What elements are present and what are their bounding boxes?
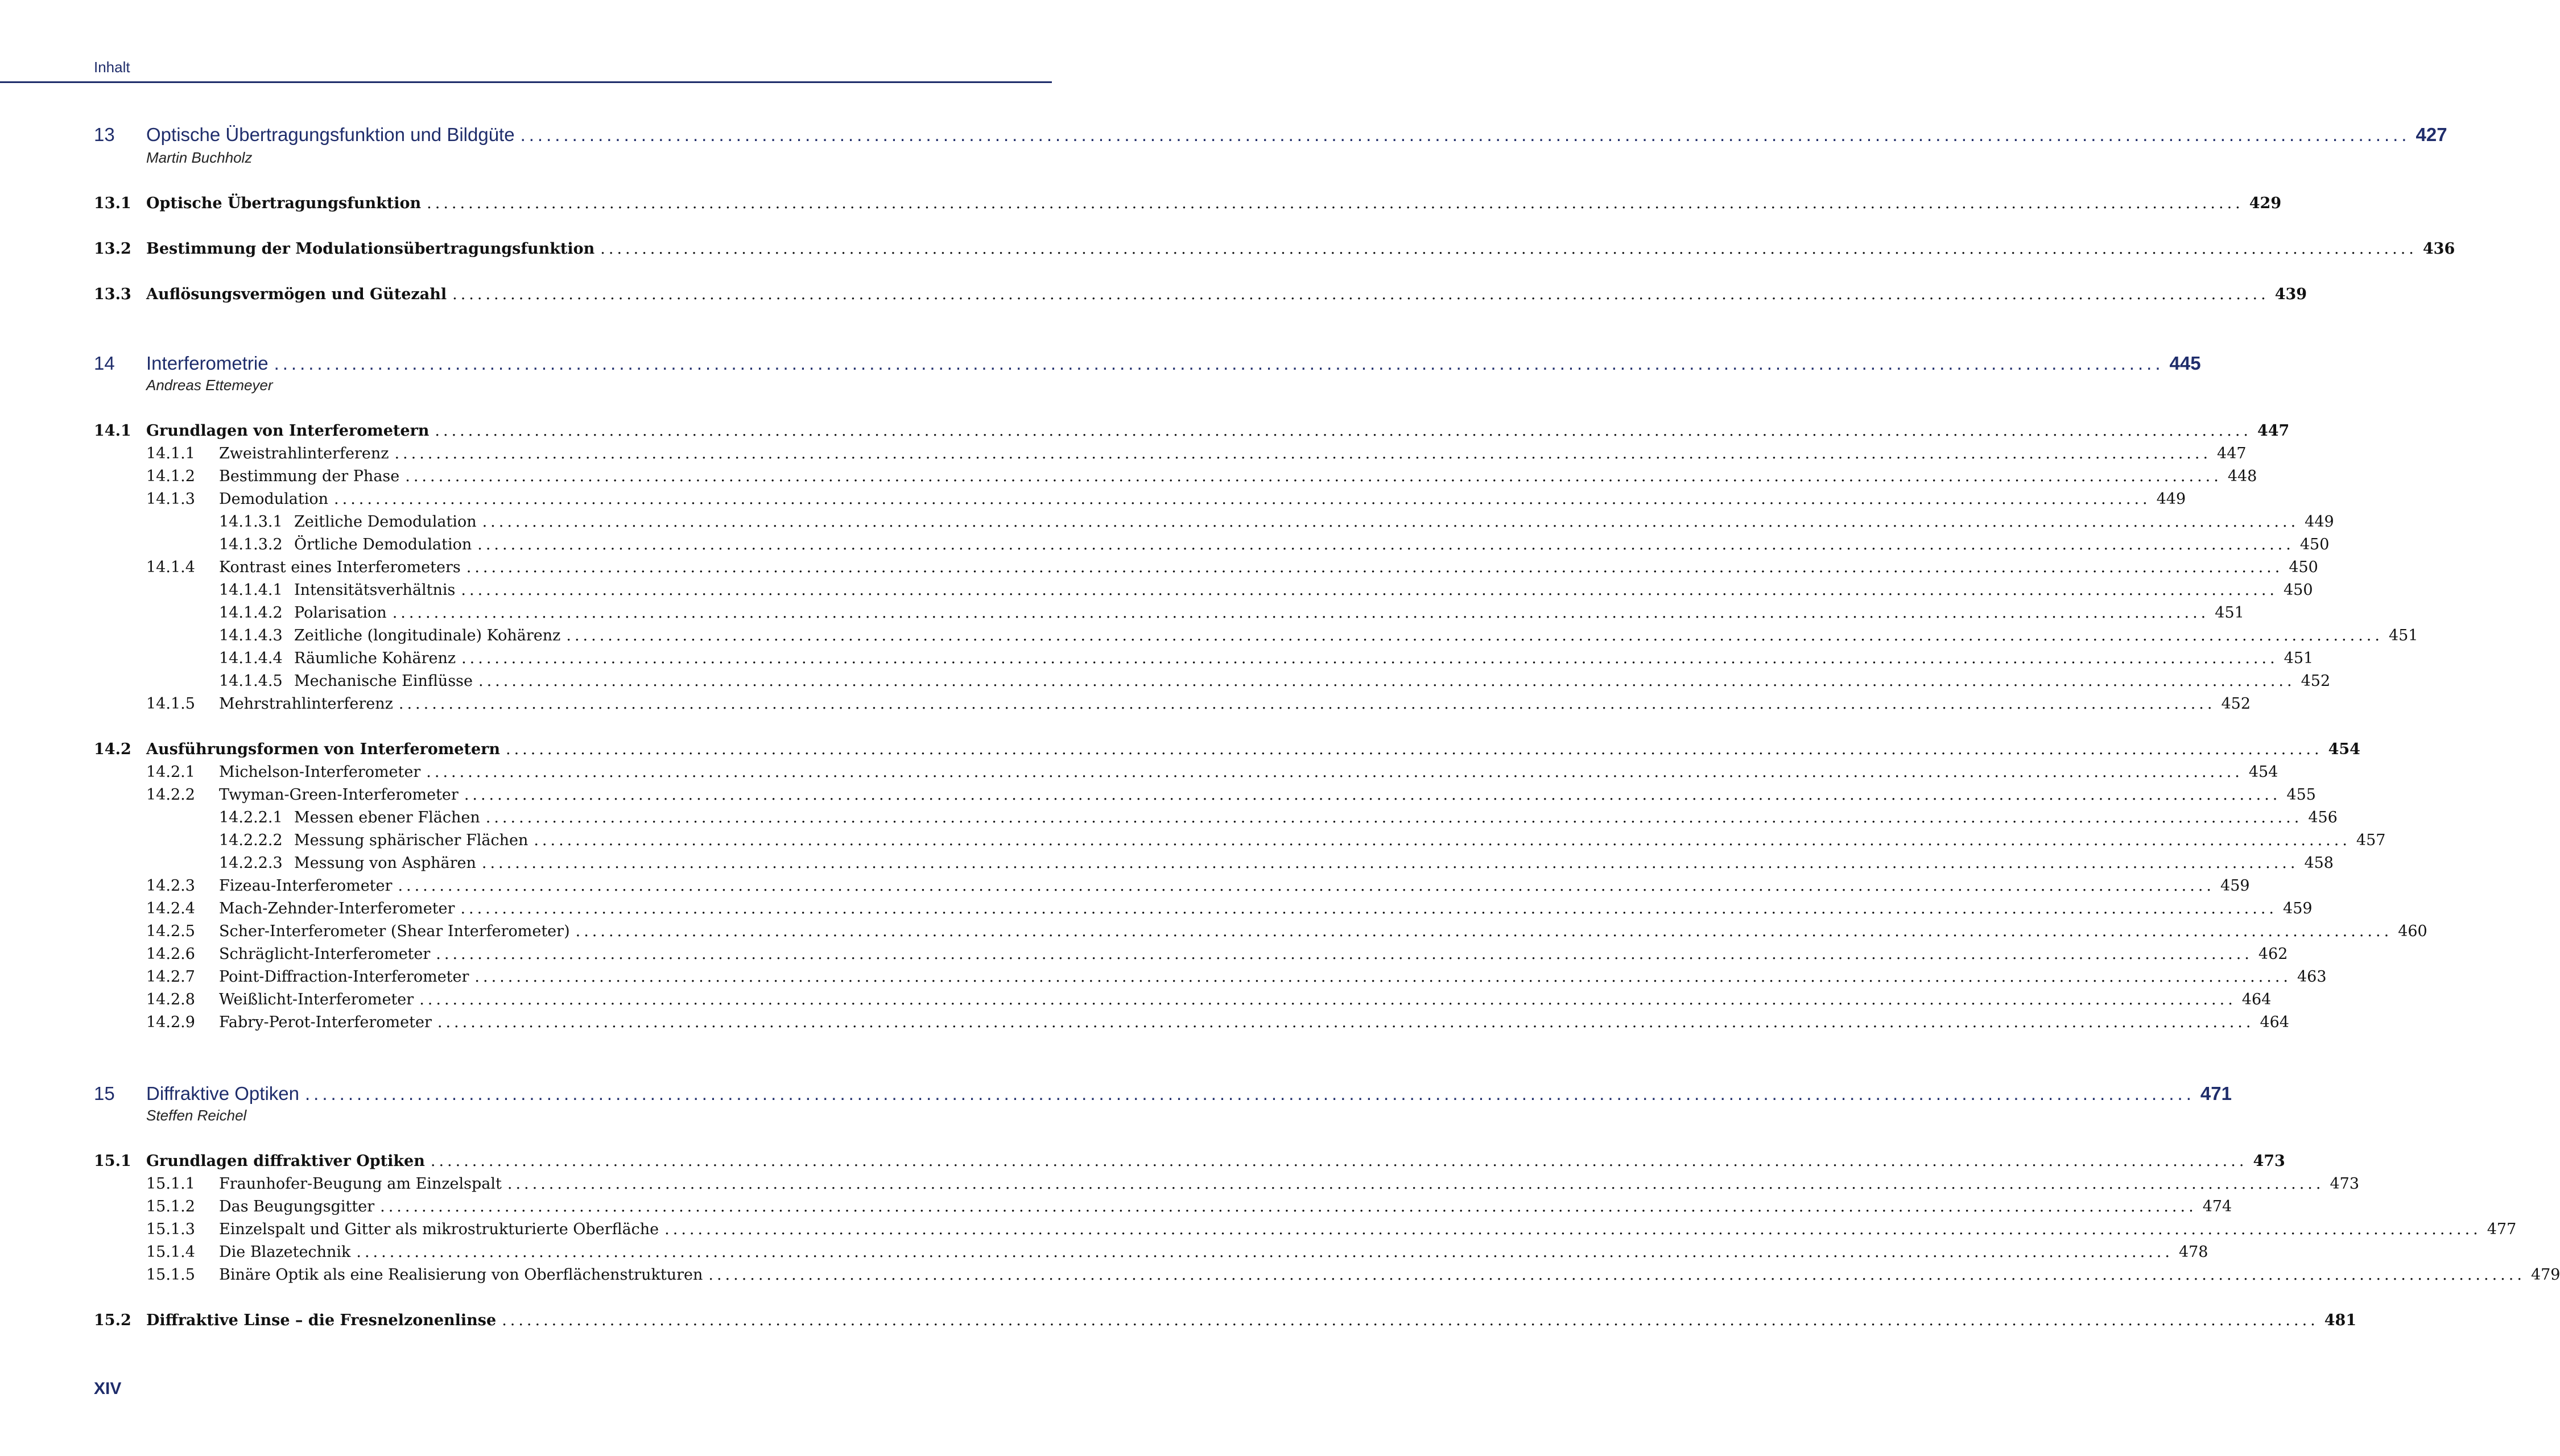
toc-entry[interactable] <box>94 1312 2357 1329</box>
entry-page-number: 447 <box>2257 422 2290 440</box>
entry-title: Messen ebener Flächen <box>294 809 480 826</box>
entry-number: 14 <box>94 353 115 374</box>
entry-page-number: 462 <box>2258 945 2288 963</box>
entry-title: Zeitliche Demodulation <box>294 513 477 531</box>
dot-leader: ........................................................................................................................................................................................................................... <box>506 741 2323 758</box>
page-number: XIV <box>94 1379 122 1398</box>
entry-number: 15.1 <box>94 1152 131 1170</box>
toc-entry[interactable] <box>94 923 2427 940</box>
entry-number: 14.2.3 <box>146 877 195 895</box>
entry-number: 14.1.5 <box>146 695 195 713</box>
entry-title: Mach-Zehnder-Interferometer <box>219 900 455 917</box>
dot-leader: ........................................................................................................................................................................................................................... <box>334 490 2151 508</box>
entry-page-number: 481 <box>2324 1312 2357 1329</box>
toc-entry[interactable] <box>94 240 2455 258</box>
entry-title: Diffraktive Linse – die Fresnelzonenlinse <box>146 1312 497 1329</box>
entry-page-number: 458 <box>2304 854 2334 872</box>
entry-title: Räumliche Kohärenz <box>294 650 456 667</box>
entry-title: Fraunhofer-Beugung am Einzelspalt <box>219 1175 502 1193</box>
entry-number: 14.2.4 <box>146 900 195 917</box>
dot-leader: ........................................................................................................................................................................................................................... <box>419 991 2236 1008</box>
entry-page-number: 450 <box>2289 559 2318 576</box>
entry-title: Interferometrie <box>146 353 269 374</box>
dot-leader: ........................................................................................................................................................................................................................... <box>478 672 2295 690</box>
entry-title: Fizeau-Interferometer <box>219 877 393 895</box>
entry-title: Bestimmung der Modulationsübertragungsfunktion <box>146 240 595 258</box>
toc-entry[interactable] <box>94 672 2331 690</box>
chapter-author: Steffen Reichel <box>146 1107 247 1124</box>
entry-title: Die Blazetechnik <box>219 1243 351 1261</box>
entry-title: Intensitätsverhältnis <box>294 581 456 599</box>
entry-page-number: 454 <box>2248 763 2278 781</box>
entry-page-number: 439 <box>2274 286 2307 303</box>
entry-title: Binäre Optik als eine Realisierung von Oberflächenstrukturen <box>219 1266 703 1284</box>
entry-page-number: 478 <box>2178 1243 2208 1261</box>
entry-number: 14.1.4.3 <box>219 627 283 644</box>
entry-title: Messung von Asphären <box>294 854 476 872</box>
entry-number: 14.2.2.3 <box>219 854 283 872</box>
chapter-author: Andreas Ettemeyer <box>146 377 273 394</box>
entry-page-number: 459 <box>2220 877 2250 895</box>
entry-title: Messung sphärischer Flächen <box>294 832 528 849</box>
entry-title: Scher-Interferometer (Shear Interferometer) <box>219 923 570 940</box>
running-header: Inhalt <box>94 59 130 76</box>
dot-leader: ........................................................................................................................................................................................................................... <box>566 627 2383 644</box>
entry-title: Diffraktive Optiken <box>146 1083 299 1104</box>
entry-page-number: 451 <box>2215 604 2244 622</box>
dot-leader: ........................................................................................................................................................................................................................... <box>435 422 2252 440</box>
entry-page-number: 464 <box>2241 991 2272 1008</box>
dot-leader: ........................................................................................................................................................................................................................... <box>274 353 2164 374</box>
dot-leader: ........................................................................................................................................................................................................................... <box>305 1083 2195 1104</box>
entry-number: 15.1.1 <box>146 1175 195 1193</box>
entry-page-number: 477 <box>2487 1221 2517 1238</box>
toc-entry[interactable] <box>94 877 2250 895</box>
entry-number: 14.2.9 <box>146 1014 195 1031</box>
entry-number: 13.3 <box>94 286 131 303</box>
entry-page-number: 452 <box>2301 672 2331 690</box>
toc-entry[interactable] <box>94 1243 2208 1261</box>
entry-page-number: 479 <box>2530 1266 2560 1284</box>
entry-number: 14.1.4.4 <box>219 650 283 667</box>
entry-page-number: 457 <box>2356 832 2386 849</box>
entry-title: Twyman-Green-Interferometer <box>219 786 459 804</box>
entry-title: Michelson-Interferometer <box>219 763 421 781</box>
entry-page-number: 454 <box>2328 741 2360 758</box>
entry-number: 13.2 <box>94 240 131 258</box>
toc-entry[interactable] <box>94 650 2314 667</box>
entry-page-number: 448 <box>2227 468 2257 485</box>
entry-number: 14.1.3 <box>146 490 195 508</box>
dot-leader: ........................................................................................................................................................................................................................... <box>708 1266 2525 1284</box>
dot-leader: ........................................................................................................................................................................................................................... <box>466 559 2284 576</box>
dot-leader: ........................................................................................................................................................................................................................... <box>405 468 2222 485</box>
entry-title: Optische Übertragungsfunktion und Bildgüte <box>146 124 515 145</box>
entry-number: 14.1 <box>94 422 131 440</box>
entry-number: 13 <box>94 124 115 145</box>
entry-number: 15 <box>94 1083 115 1104</box>
entry-page-number: 449 <box>2156 490 2186 508</box>
toc-entry[interactable] <box>94 536 2330 553</box>
dot-leader: ........................................................................................................................................................................................................................... <box>394 445 2212 462</box>
dot-leader: ........................................................................................................................................................................................................................... <box>398 695 2216 713</box>
entry-title: Einzelspalt und Gitter als mikrostrukturierte Oberfläche <box>219 1221 659 1238</box>
dot-leader: ........................................................................................................................................................................................................................... <box>398 877 2215 895</box>
entry-number: 14.1.4.1 <box>219 581 283 599</box>
toc-entry[interactable] <box>94 195 2282 212</box>
dot-leader: ........................................................................................................................................................................................................................... <box>482 513 2299 531</box>
entry-title: Zweistrahlinterferenz <box>219 445 389 462</box>
entry-number: 14.2.7 <box>146 968 195 986</box>
dot-leader: ........................................................................................................................................................................................................................... <box>534 832 2351 849</box>
toc-entry[interactable] <box>94 741 2360 758</box>
entry-number: 14.2.2.1 <box>219 809 283 826</box>
entry-page-number: 427 <box>2416 124 2447 145</box>
toc-entry[interactable] <box>94 581 2313 599</box>
toc-entry[interactable] <box>94 468 2257 485</box>
entry-number: 14.1.4.5 <box>219 672 283 690</box>
entry-title: Grundlagen diffraktiver Optiken <box>146 1152 425 1170</box>
dot-leader: ........................................................................................................................................................................................................................... <box>427 195 2244 212</box>
entry-page-number: 451 <box>2284 650 2314 667</box>
entry-number: 14.1.4 <box>146 559 195 576</box>
dot-leader: ........................................................................................................................................................................................................................... <box>485 809 2303 826</box>
toc-entry[interactable] <box>94 559 2318 576</box>
toc-entry[interactable] <box>94 1175 2360 1193</box>
entry-number: 14.2.5 <box>146 923 195 940</box>
entry-number: 14.2.2.2 <box>219 832 283 849</box>
entry-title: Schräglicht-Interferometer <box>219 945 431 963</box>
entry-page-number: 473 <box>2253 1152 2285 1170</box>
dot-leader: ........................................................................................................................................................................................................................... <box>426 763 2243 781</box>
entry-page-number: 471 <box>2200 1083 2232 1104</box>
entry-title: Auflösungsvermögen und Gütezahl <box>146 286 447 303</box>
dot-leader: ........................................................................................................................................................................................................................... <box>437 1014 2255 1031</box>
toc-entry[interactable] <box>94 490 2186 508</box>
toc-entry[interactable] <box>94 945 2288 963</box>
dot-leader: ........................................................................................................................................................................................................................... <box>507 1175 2324 1193</box>
toc-entry[interactable] <box>94 968 2327 986</box>
entry-number: 15.1.5 <box>146 1266 195 1284</box>
toc-entry[interactable] <box>94 854 2334 872</box>
toc-entry[interactable] <box>94 445 2247 462</box>
dot-leader: ........................................................................................................................................................................................................................... <box>502 1312 2319 1329</box>
entry-page-number: 460 <box>2398 923 2427 940</box>
entry-page-number: 473 <box>2330 1175 2360 1193</box>
toc-chapter-entry[interactable] <box>94 353 2201 374</box>
entry-title: Demodulation <box>219 490 329 508</box>
toc-entry[interactable] <box>94 832 2386 849</box>
entry-title: Grundlagen von Interferometern <box>146 422 430 440</box>
toc-chapter-entry[interactable] <box>94 1083 2232 1105</box>
entry-number: 15.1.3 <box>146 1221 195 1238</box>
dot-leader: ........................................................................................................................................................................................................................... <box>461 581 2278 599</box>
entry-page-number: 429 <box>2249 195 2282 212</box>
entry-page-number: 450 <box>2299 536 2330 553</box>
dot-leader: ........................................................................................................................................................................................................................... <box>474 968 2291 986</box>
dot-leader: ........................................................................................................................................................................................................................... <box>392 604 2210 622</box>
entry-page-number: 459 <box>2283 900 2313 917</box>
toc-entry[interactable] <box>94 695 2251 713</box>
dot-leader: ........................................................................................................................................................................................................................... <box>664 1221 2481 1238</box>
dot-leader: ........................................................................................................................................................................................................................... <box>461 650 2278 667</box>
dot-leader: ........................................................................................................................................................................................................................... <box>520 124 2410 145</box>
toc-entry[interactable] <box>94 513 2334 531</box>
toc-entry[interactable] <box>94 1198 2232 1215</box>
entry-number: 14.1.1 <box>146 445 195 462</box>
entry-number: 14.1.2 <box>146 468 195 485</box>
entry-page-number: 447 <box>2217 445 2247 462</box>
dot-leader: ........................................................................................................................................................................................................................... <box>356 1243 2173 1261</box>
entry-page-number: 455 <box>2286 786 2316 804</box>
entry-title: Fabry-Perot-Interferometer <box>219 1014 432 1031</box>
entry-number: 14.2.1 <box>146 763 195 781</box>
entry-title: Ausführungsformen von Interferometern <box>146 741 500 758</box>
dot-leader: ........................................................................................................................................................................................................................... <box>477 536 2294 553</box>
entry-page-number: 445 <box>2169 353 2201 374</box>
entry-number: 14.2.2 <box>146 786 195 804</box>
entry-title: Optische Übertragungsfunktion <box>146 195 422 212</box>
entry-page-number: 436 <box>2422 240 2455 258</box>
entry-page-number: 452 <box>2221 695 2251 713</box>
toc-entry[interactable] <box>94 900 2313 917</box>
entry-page-number: 450 <box>2284 581 2313 599</box>
entry-title: Das Beugungsgitter <box>219 1198 375 1215</box>
chapter-author: Martin Buchholz <box>146 149 253 166</box>
entry-title: Zeitliche (longitudinale) Kohärenz <box>294 627 561 644</box>
dot-leader: ........................................................................................................................................................................................................................... <box>452 286 2269 303</box>
entry-title: Kontrast eines Interferometers <box>219 559 461 576</box>
entry-title: Weißlicht-Interferometer <box>219 991 414 1008</box>
entry-title: Polarisation <box>294 604 387 622</box>
entry-number: 15.1.4 <box>146 1243 195 1261</box>
entry-number: 14.1.4.2 <box>219 604 283 622</box>
entry-number: 14.2.6 <box>146 945 195 963</box>
entry-number: 14.1.3.2 <box>219 536 283 553</box>
entry-page-number: 449 <box>2305 513 2334 531</box>
entry-page-number: 464 <box>2260 1014 2289 1031</box>
toc-entry[interactable] <box>94 604 2244 622</box>
dot-leader: ........................................................................................................................................................................................................................... <box>575 923 2393 940</box>
dot-leader: ........................................................................................................................................................................................................................... <box>460 900 2278 917</box>
entry-number: 13.1 <box>94 195 131 212</box>
toc-entry[interactable] <box>94 809 2338 826</box>
toc-entry[interactable] <box>94 991 2272 1008</box>
entry-title: Örtliche Demodulation <box>294 536 472 553</box>
toc-entry[interactable] <box>94 763 2278 781</box>
toc-entry[interactable] <box>94 1014 2289 1031</box>
dot-leader: ........................................................................................................................................................................................................................... <box>600 240 2417 258</box>
dot-leader: ........................................................................................................................................................................................................................... <box>430 1152 2248 1170</box>
toc-entry[interactable] <box>94 422 2290 440</box>
entry-title: Mehrstrahlinterferenz <box>219 695 393 713</box>
entry-number: 15.1.2 <box>146 1198 195 1215</box>
toc-entry[interactable] <box>94 286 2307 303</box>
toc-entry[interactable] <box>94 1266 2560 1284</box>
toc-entry[interactable] <box>94 786 2316 804</box>
entry-number: 14.2 <box>94 741 131 758</box>
header-rule <box>0 81 1052 83</box>
toc-entry[interactable] <box>94 1152 2285 1170</box>
toc-entry[interactable] <box>94 1221 2517 1238</box>
toc-chapter-entry[interactable] <box>94 124 2447 146</box>
entry-number: 14.1.3.1 <box>219 513 283 531</box>
entry-number: 15.2 <box>94 1312 131 1329</box>
dot-leader: ........................................................................................................................................................................................................................... <box>464 786 2281 804</box>
toc-entry[interactable] <box>94 627 2418 644</box>
entry-number: 14.2.8 <box>146 991 195 1008</box>
dot-leader: ........................................................................................................................................................................................................................... <box>481 854 2299 872</box>
entry-title: Mechanische Einflüsse <box>294 672 473 690</box>
entry-page-number: 451 <box>2388 627 2418 644</box>
dot-leader: ........................................................................................................................................................................................................................... <box>436 945 2253 963</box>
entry-page-number: 474 <box>2202 1198 2232 1215</box>
entry-title: Point-Diffraction-Interferometer <box>219 968 469 986</box>
entry-page-number: 456 <box>2308 809 2338 826</box>
dot-leader: ........................................................................................................................................................................................................................... <box>380 1198 2197 1215</box>
entry-title: Bestimmung der Phase <box>219 468 400 485</box>
entry-page-number: 463 <box>2297 968 2327 986</box>
